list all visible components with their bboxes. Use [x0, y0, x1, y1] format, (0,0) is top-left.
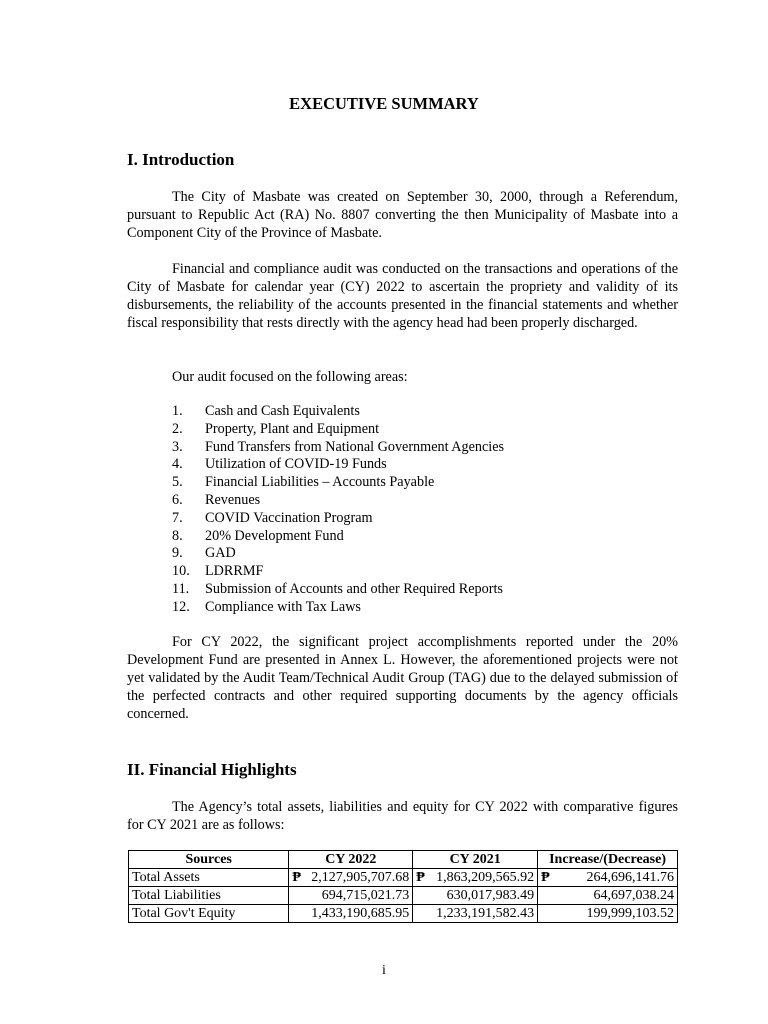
cell-change: 199,999,103.52: [538, 905, 678, 923]
cell-change: ₱ 264,696,141.76: [538, 869, 678, 887]
row-label: Total Liabilities: [129, 887, 289, 905]
list-item: 8. 20% Development Fund: [172, 527, 344, 544]
list-item: 12. Compliance with Tax Laws: [172, 598, 361, 615]
table-row: [129, 905, 678, 923]
intro-paragraph-4: For CY 2022, the significant project accomplishments reported under the 20% Development Fund are presented in Annex L. However, the aforementioned projects were not yet validated by the Audit Team/Technical Audit Group (TAG) due to the delayed submission of the perfected contracts and other required supporting documents by the agency officials concerned.: [127, 634, 678, 722]
financial-paragraph-1: The Agency’s total assets, liabilities and equity for CY 2022 with comparative figures for CY 2021 are as follows:: [127, 799, 678, 833]
list-item: 7. COVID Vaccination Program: [172, 509, 373, 526]
row-label: Total Assets: [129, 869, 289, 887]
list-item: 5. Financial Liabilities – Accounts Payable: [172, 474, 435, 491]
intro-paragraph-3: Our audit focused on the following areas:: [172, 369, 408, 385]
table-row: [129, 887, 678, 905]
page-title: EXECUTIVE SUMMARY: [289, 94, 479, 113]
intro-paragraph-2: Financial and compliance audit was conducted on the transactions and operations of the City of Masbate for calendar year (CY) 2022 to ascertain the propriety and validity of its disbursements, the reliability of the accounts presented in the financial statements and whether fiscal responsibility that rests directly with the agency head had been properly discharged.: [127, 261, 678, 331]
peso-sign: ₱: [541, 870, 550, 885]
page-number: i: [382, 963, 386, 978]
cell-cy2022: 1,433,190,685.95: [289, 905, 413, 923]
column-header: CY 2022: [289, 851, 413, 869]
intro-paragraph-1: The City of Masbate was created on September 30, 2000, through a Referendum, pursuant to Republic Act (RA) No. 8807 converting the then Municipality of Masbate into a Component City of the Province of Masbate.: [127, 189, 678, 241]
column-header: Sources: [129, 851, 289, 869]
row-label: Total Gov't Equity: [129, 905, 289, 923]
column-header: CY 2021: [413, 851, 538, 869]
peso-sign: ₱: [292, 870, 301, 885]
cell-cy2022: ₱ 2,127,905,707.68: [289, 869, 413, 887]
peso-sign: ₱: [416, 870, 425, 885]
financial-highlights-table: [128, 850, 678, 923]
cell-cy2021: ₱ 1,863,209,565.92: [413, 869, 538, 887]
section-heading-financial-highlights: II. Financial Highlights: [127, 760, 297, 779]
cell-change: 64,697,038.24: [538, 887, 678, 905]
list-item: 1. Cash and Cash Equivalents: [172, 403, 360, 419]
list-item: 10. LDRRMF: [172, 563, 264, 580]
table-header-row: [129, 851, 678, 869]
column-header: Increase/(Decrease): [538, 851, 678, 869]
list-item: 11. Submission of Accounts and other Required Reports: [172, 580, 503, 597]
cell-cy2022: 694,715,021.73: [289, 887, 413, 905]
list-item: 9. GAD: [172, 545, 236, 562]
cell-cy2021: 1,233,191,582.43: [413, 905, 538, 923]
list-item: 3. Fund Transfers from National Government Agencies: [172, 438, 505, 455]
list-item: 4. Utilization of COVID-19 Funds: [172, 456, 387, 473]
list-item: 6. Revenues: [172, 491, 261, 508]
table-row: [129, 869, 678, 887]
section-heading-introduction: I. Introduction: [127, 150, 235, 169]
audit-areas-list: [172, 402, 504, 616]
list-item: 2. Property, Plant and Equipment: [172, 420, 380, 437]
cell-cy2021: 630,017,983.49: [413, 887, 538, 905]
